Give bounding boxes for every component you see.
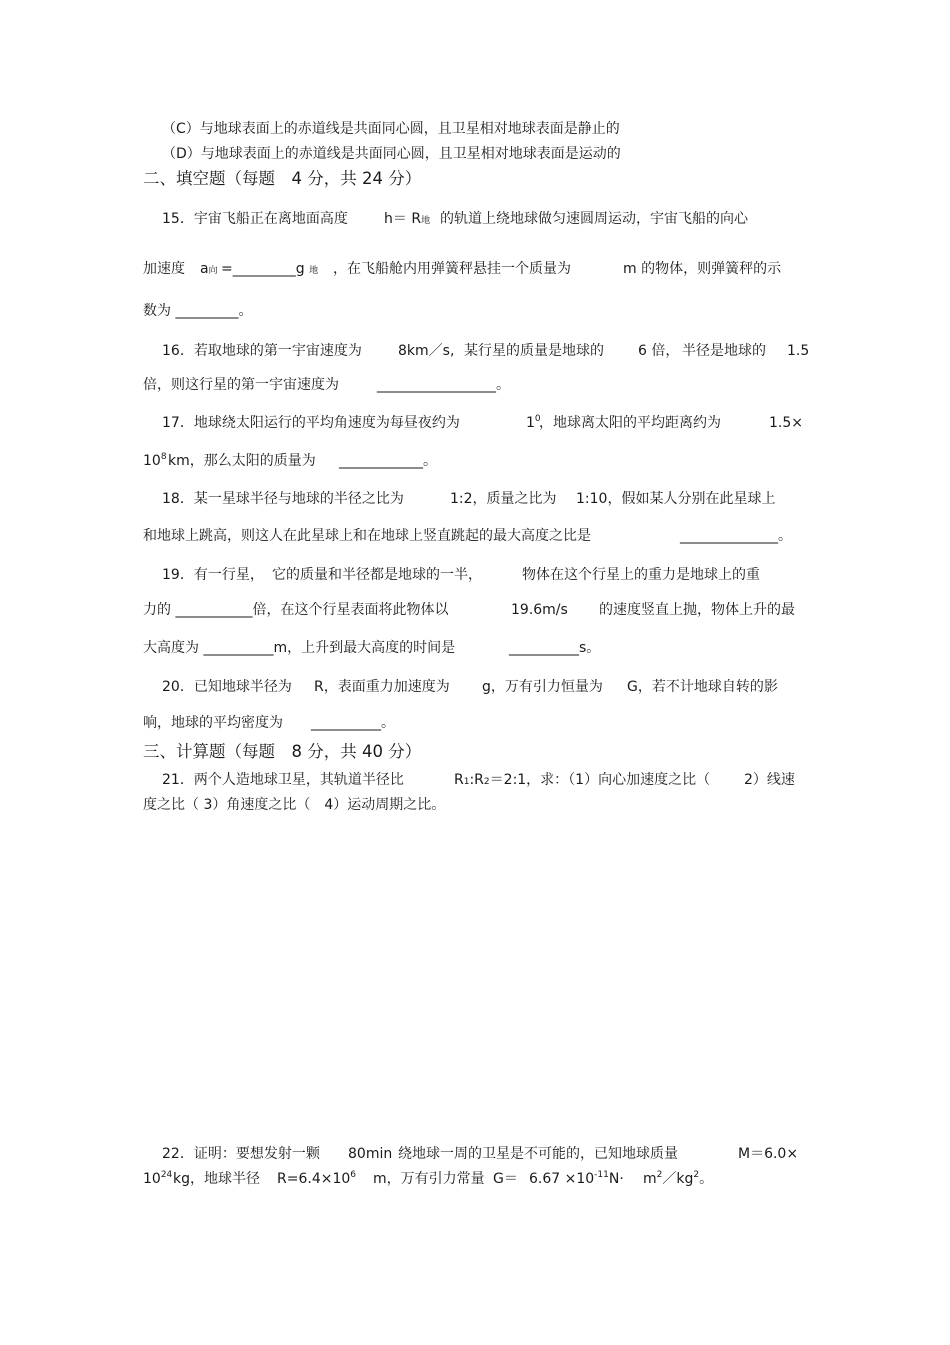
q15-a-sub: 向 (208, 266, 218, 276)
q22-text-2: 绕地球一周的卫星是不可能的，已知地球质量 (398, 1146, 678, 1162)
q16-speed: 8km／s, (398, 343, 455, 359)
q21-text: 21．两个人造地球卫星，其轨道半径比 (162, 772, 404, 788)
q20-text: 20．已知地球半径为 (162, 679, 292, 695)
q17-distance: 1.5× (769, 415, 803, 431)
q22-radius-exponent: 6 (350, 1170, 357, 1180)
question-21-line-2: 度之比（ 3）角速度之比（ 4）运动周期之比。 (143, 797, 446, 813)
q22-unit-kg: ／kg (662, 1171, 694, 1187)
q22-g-unit (643, 1170, 713, 1188)
q22-mass-exponent: 24 (160, 1170, 173, 1180)
q22-text-4: m，万有引力常量 (373, 1171, 485, 1187)
q16-text-3: 半径是地球的 (682, 343, 766, 359)
q19-text-5: 的速度竖直上抛，物体上升的最 (599, 602, 795, 618)
q15-text-2: 的轨道上绕地球做匀速圆周运动，宇宙飞船的向心 (440, 211, 748, 227)
q21-r2-sub: 2 (483, 777, 490, 787)
q22-mass: M＝6.0× (738, 1146, 799, 1162)
q15-text-4: m 的物体，则弹簧秤的示 (623, 261, 782, 277)
q22-unit-kg-exp: 2 (693, 1170, 700, 1180)
q19-text-4: 力的 ___________倍，在这个行星表面将此物体以 (143, 602, 449, 618)
q22-radius-value: R=6.4×10 (277, 1171, 351, 1187)
section-heading-fill-in: 二、填空题（每题 4 分，共 24 分） (143, 169, 422, 188)
q19-speed: 19.6m/s (511, 602, 568, 618)
q18-text: 18．某一星球半径与地球的半径之比为 (162, 491, 404, 507)
q18-blank: ______________。 (680, 528, 792, 544)
q15-h-label: h＝ R (384, 211, 422, 227)
q21-r1-sub: 1 (463, 777, 470, 787)
q18-text-4: 和地球上跳高，则这人在此星球上和在地球上竖直跳起的最大高度之比是 (143, 528, 591, 544)
q22-g-value (529, 1170, 624, 1188)
q16-text-2: 某行星的质量是地球的 (464, 343, 604, 359)
q22-g-mantissa: 6.67 ×10 (529, 1171, 595, 1187)
q15-blank-1 (221, 260, 318, 280)
q22-mass-power (143, 1170, 172, 1188)
q15-text: 15．宇宙飞船正在离地面高度 (162, 211, 348, 227)
q22-text: 22．证明：要想发射一颗 (162, 1146, 320, 1162)
q16-radius-ratio: 1.5 (787, 343, 810, 359)
q15-a: a (200, 261, 209, 277)
q22-g-exponent: -11 (594, 1170, 609, 1180)
q22-period: 80min (348, 1146, 393, 1162)
q15-accel-symbol (200, 260, 218, 280)
q20-text-4: G，若不计地球自转的影 (627, 679, 778, 695)
q17-exponent: 8 (160, 452, 167, 462)
q15-accel-label: 加速度 (143, 261, 185, 277)
q17-text-3: km，那么太阳的质量为 (168, 453, 316, 469)
q22-unit-m-exp: 2 (656, 1170, 663, 1180)
section-heading-calculation: 三、计算题（每题 8 分，共 40 分） (143, 742, 422, 761)
q18-text-3: 1:10，假如某人分别在此星球上 (576, 491, 776, 507)
q17-text: 17．地球绕太阳运行的平均角速度为每昼夜约为 (162, 415, 460, 431)
q20-text-3: g，万有引力恒量为 (482, 679, 603, 695)
q17-power (143, 452, 167, 470)
q17-angle-degree: 0 (534, 414, 541, 424)
q22-g-unit-n: N· (608, 1171, 624, 1187)
q20-text-2: R，表面重力加速度为 (314, 679, 450, 695)
question-15-line-3: 数为 _________。 (143, 303, 253, 319)
q20-text-5: 响，地球的平均密度为 (143, 715, 283, 731)
q16-blank: _________________。 (377, 377, 510, 393)
q21-text-3: 2）线速 (744, 772, 795, 788)
q16-text-4: 倍，则这行星的第一宇宙速度为 (143, 377, 339, 393)
q15-text-3: ，在飞船舱内用弹簧秤悬挂一个质量为 (333, 261, 571, 277)
option-c: （C）与地球表面上的赤道线是共面同心圆，且卫星相对地球表面是静止的 (162, 121, 620, 137)
q18-text-2: 1:2，质量之比为 (450, 491, 557, 507)
q20-blank: __________。 (311, 715, 395, 731)
q19-text-2: 它的质量和半径都是地球的一半， (272, 567, 482, 583)
q21-text-2: ＝2:1，求：（1）向心加速度之比（ (489, 772, 711, 788)
q22-text-3: kg，地球半径 (173, 1171, 260, 1187)
q22-radius (277, 1170, 356, 1188)
q17-ten: 10 (143, 453, 161, 469)
q21-r: R (454, 772, 464, 788)
q22-g-label: G＝ (493, 1171, 518, 1187)
q15-g: =_________g (221, 261, 305, 277)
q16-text: 16．若取地球的第一宇宙速度为 (162, 343, 362, 359)
q22-unit-m: m (643, 1171, 657, 1187)
q21-r2: :R (469, 772, 484, 788)
option-d: （D）与地球表面上的赤道线是共面同心圆，且卫星相对地球表面是运动的 (162, 146, 621, 162)
q19-text-6: 大高度为 __________m，上升到最大高度的时间是 (143, 640, 456, 656)
q17-angle-value: 1 (526, 415, 535, 431)
q22-ten: 10 (143, 1171, 161, 1187)
q19-blank-time: __________s。 (509, 640, 601, 656)
q22-period-mark: 。 (699, 1171, 714, 1187)
q19-text: 19．有一行星， (162, 567, 264, 583)
q19-text-3: 物体在这个行星上的重力是地球上的重 (522, 567, 760, 583)
q15-g-sub: 地 (309, 266, 319, 276)
q17-text-2: ，地球离太阳的平均距离约为 (539, 415, 721, 431)
q15-h-sub: 地 (421, 216, 431, 226)
q16-mass-ratio: 6 倍， (638, 343, 680, 359)
q17-blank: ____________。 (339, 453, 437, 469)
q15-height (384, 210, 430, 230)
q21-radius-ratio (454, 771, 710, 791)
